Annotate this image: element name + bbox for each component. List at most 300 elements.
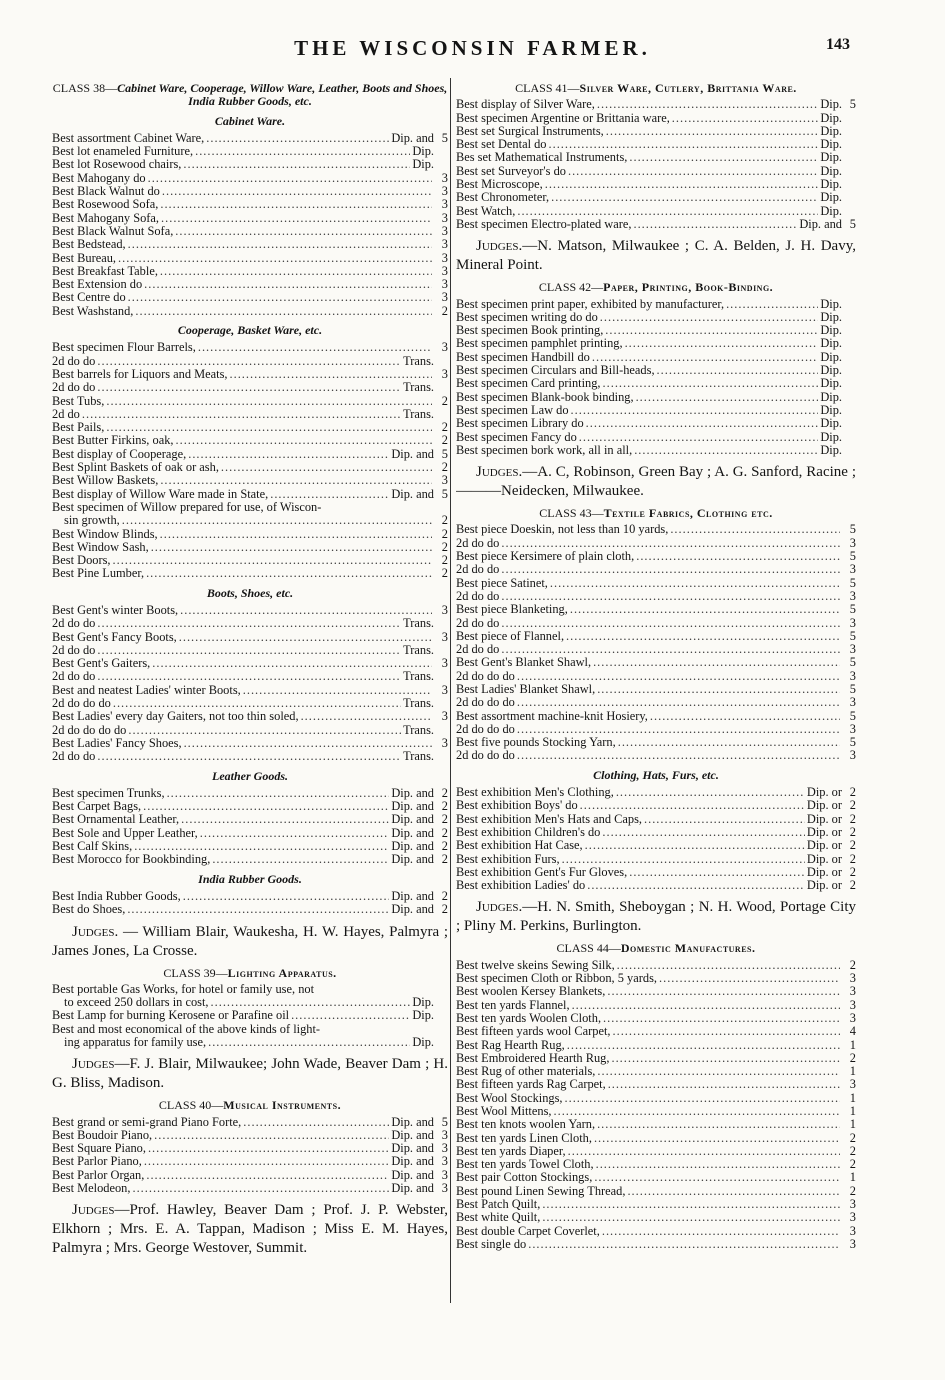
- premium-item: Best specimen writing do do: [456, 309, 598, 324]
- premium-item-continued: sin growth,: [64, 513, 120, 528]
- premium-item: 2d do do: [52, 642, 96, 657]
- premium-entry: [52, 1182, 448, 1195]
- class-heading: [456, 82, 856, 95]
- leader-dots: [128, 724, 401, 737]
- leader-dots: [613, 1025, 841, 1038]
- premium-entry: [52, 604, 448, 617]
- premium-amount: 2: [849, 1143, 856, 1158]
- premium-entry: [52, 434, 448, 447]
- premium-amount: 3: [441, 250, 448, 265]
- premium-entry: [456, 563, 856, 576]
- premium-entry: [52, 684, 448, 697]
- premium-item: Best woolen Kersey Blankets,: [456, 984, 606, 999]
- premium-entry: [52, 368, 448, 381]
- leader-dots: [585, 839, 805, 852]
- judges-names: —N. Matson, Milwaukee ; C. A. Belden, J. H. Davy, Mineral Point.: [456, 238, 856, 274]
- subsection-heading: India Rubber Goods.: [198, 871, 302, 886]
- award-type: Dip. and: [391, 1114, 434, 1129]
- premium-amount: 3: [849, 588, 856, 603]
- premium-entry: [52, 238, 448, 251]
- award-type: Dip. and: [391, 825, 434, 840]
- premium-item: Best Sole and Upper Leather,: [52, 825, 198, 840]
- award-type: Dip.: [412, 157, 434, 172]
- leader-dots: [501, 563, 840, 576]
- premium-item: Best piece Doeskin, not less than 10 yards,: [456, 522, 669, 537]
- premium-entry: [456, 710, 856, 723]
- class-number: CLASS 40—: [158, 1098, 224, 1113]
- award-type: Dip.: [412, 1035, 434, 1049]
- premium-item: Best fifteen yards Rag Carpet,: [456, 1077, 606, 1092]
- premium-item: Best Wool Stockings,: [456, 1090, 563, 1105]
- award-type: Dip. and: [799, 216, 842, 231]
- premium-amount: 3: [441, 210, 448, 225]
- premium-amount: 2: [441, 785, 448, 800]
- premium-item: Best five pounds Stocking Yarn,: [456, 735, 616, 750]
- class-heading: [52, 967, 448, 980]
- leader-dots: [545, 178, 819, 191]
- judges-label: Judges.: [476, 238, 523, 255]
- leader-dots: [97, 750, 401, 763]
- leader-dots: [517, 749, 840, 762]
- award-type: Dip. and: [391, 902, 434, 917]
- leader-dots: [106, 421, 432, 434]
- premium-entry: [456, 165, 856, 178]
- premium-entry: [456, 324, 856, 337]
- premium-amount: 5: [441, 446, 448, 461]
- premium-amount: 5: [849, 575, 856, 590]
- judges-names: — William Blair, Waukesha, H. W. Hayes, Palmyra ; James Jones, La Crosse.: [52, 923, 448, 959]
- premium-entry: [456, 656, 856, 669]
- premium-entry: [456, 523, 856, 536]
- award-type: Dip. and: [391, 1141, 434, 1156]
- award-type: Dip.: [820, 363, 842, 378]
- leader-dots: [517, 723, 840, 736]
- premium-entry: [456, 1211, 856, 1224]
- premium-amount: 3: [849, 984, 856, 999]
- award-type: Dip.: [820, 150, 842, 165]
- premium-amount: 2: [441, 460, 448, 475]
- premium-item: Best display of Willow Ware made in State,: [52, 486, 269, 501]
- premium-amount: 2: [849, 838, 856, 853]
- premium-entry: [52, 853, 448, 866]
- premium-item: Best Rosewood Sofa,: [52, 197, 159, 212]
- premium-entry: [52, 1009, 448, 1022]
- award-type: Dip.: [820, 402, 842, 417]
- premium-entry: [456, 377, 856, 390]
- premium-amount: 3: [849, 615, 856, 630]
- premium-amount: 2: [849, 957, 856, 972]
- leader-dots: [212, 853, 389, 866]
- premium-item: Best Splint Baskets of oak or ash,: [52, 460, 219, 475]
- premium-amount: 3: [441, 1141, 448, 1156]
- leader-dots: [568, 1145, 840, 1158]
- leader-dots: [183, 890, 390, 903]
- premium-amount: 1: [849, 1090, 856, 1105]
- premium-entry: [456, 1171, 856, 1184]
- premium-item: Best white Quilt,: [456, 1210, 541, 1225]
- award-type: Dip. or: [806, 878, 842, 893]
- class-title: Cabinet Ware, Cooperage, Willow Ware, Leather, Boots and Shoes, India Rubber Goods, etc.: [117, 81, 448, 109]
- premium-item: Best grand or semi-grand Piano Forte,: [52, 1114, 242, 1129]
- premium-amount: 3: [849, 535, 856, 550]
- award-type: Dip. and: [391, 1181, 434, 1196]
- judges-names: —Prof. Hawley, Beaver Dam ; Prof. J. P. Webster, Elkhorn ; Mrs. E. A. Tappan, Madison ; Miss E. M. Hayes, Palmyra ; Mrs. George Westover, Summit.: [52, 1202, 448, 1257]
- premium-entry: [52, 395, 448, 408]
- premium-entry: [52, 903, 448, 916]
- leader-dots: [501, 643, 840, 656]
- award-type: Dip.: [820, 110, 842, 125]
- premium-entry: [456, 1238, 856, 1251]
- leader-dots: [188, 448, 389, 461]
- class-title: Musical Instruments.: [223, 1098, 342, 1113]
- premium-entry: [456, 404, 856, 417]
- premium-item: Best pound Linen Sewing Thread,: [456, 1183, 626, 1198]
- premium-entry: [456, 590, 856, 603]
- award-type: Dip. or: [806, 785, 842, 800]
- leader-dots: [636, 391, 819, 404]
- premium-entry: [456, 1092, 856, 1105]
- premium-entry: [456, 670, 856, 683]
- premium-entry: [456, 205, 856, 218]
- premium-amount: 3: [441, 682, 448, 697]
- premium-entry: [456, 1118, 856, 1131]
- leader-dots: [291, 1009, 410, 1022]
- premium-entry: [456, 125, 856, 138]
- premium-item: Best Butter Firkins, oak,: [52, 433, 174, 448]
- leader-dots: [579, 431, 819, 444]
- premium-amount: 2: [441, 433, 448, 448]
- premium-entry: [52, 644, 448, 657]
- leader-dots: [82, 408, 401, 421]
- premium-item: Best Doors,: [52, 553, 111, 568]
- leader-dots: [97, 617, 401, 630]
- judges-names: —F. J. Blair, Milwaukee; John Wade, Beaver Dam ; H. G. Bliss, Madison.: [52, 1056, 448, 1092]
- premium-amount: 3: [441, 473, 448, 488]
- premium-item: Best set Surgical Instruments,: [456, 123, 604, 138]
- premium-entry: [456, 866, 856, 879]
- premium-item: 2d do do: [456, 562, 500, 577]
- premium-entry: [456, 298, 856, 311]
- premium-entry: [456, 364, 856, 377]
- premium-entry: [456, 1105, 856, 1118]
- premium-amount: 3: [849, 1077, 856, 1092]
- leader-dots: [593, 656, 840, 669]
- premium-entry: [52, 670, 448, 683]
- premium-item: Best exhibition Men's Clothing,: [456, 785, 614, 800]
- premium-amount: 3: [441, 184, 448, 199]
- premium-amount: 3: [441, 735, 448, 750]
- premium-entry: [456, 999, 856, 1012]
- premium-entry: [52, 710, 448, 723]
- premium-entry: [456, 1158, 856, 1171]
- leader-dots: [551, 191, 818, 204]
- premium-entry: [52, 697, 448, 710]
- leader-dots: [528, 1238, 840, 1251]
- page-title: THE WISCONSIN FARMER.: [294, 36, 651, 60]
- premium-item: Best assortment Cabinet Ware,: [52, 130, 205, 145]
- award-type: Dip.: [820, 203, 842, 218]
- premium-amount: 3: [849, 1010, 856, 1025]
- premium-amount: 2: [849, 824, 856, 839]
- premium-amount: 3: [441, 263, 448, 278]
- premium-amount: 3: [849, 642, 856, 657]
- leader-dots: [97, 670, 401, 683]
- subsection-heading: Cabinet Ware.: [214, 113, 286, 128]
- premium-entry: [456, 736, 856, 749]
- leader-dots: [636, 550, 840, 563]
- premium-entry: [456, 138, 856, 151]
- premium-item: Best ten yards Flannel,: [456, 997, 570, 1012]
- premium-item: Best specimen Card printing,: [456, 376, 601, 391]
- premium-item: Best piece Blanketing,: [456, 602, 568, 617]
- premium-amount: 2: [441, 526, 448, 541]
- premium-entry: [456, 444, 856, 457]
- premium-item: Best Window Blinds,: [52, 526, 158, 541]
- leader-dots: [152, 657, 432, 670]
- leader-dots: [144, 1155, 390, 1168]
- leader-dots: [657, 364, 819, 377]
- award-type: Dip.: [820, 137, 842, 152]
- leader-dots: [181, 813, 389, 826]
- premium-amount: 2: [441, 393, 448, 408]
- premium-amount: 1: [849, 1104, 856, 1118]
- premium-item: Best Chronometer,: [456, 190, 550, 205]
- premium-item: Best Washstand,: [52, 303, 134, 318]
- leader-dots: [128, 238, 432, 251]
- award-type: Dip.: [412, 995, 434, 1010]
- premium-amount: 5: [849, 655, 856, 670]
- award-type: Dip.: [820, 190, 842, 205]
- judges-paragraph: [52, 1201, 448, 1258]
- premium-amount: 2: [849, 785, 856, 800]
- award-type: Dip.: [412, 144, 434, 159]
- premium-entry: [456, 550, 856, 563]
- premium-amount: 1: [849, 1170, 856, 1185]
- award-type: Dip.: [412, 1008, 434, 1023]
- premium-item: Best exhibition Hat Case,: [456, 838, 583, 853]
- premium-entry: [456, 959, 856, 972]
- leader-dots: [565, 1092, 840, 1105]
- premium-amount: 5: [849, 216, 856, 231]
- premium-entry: [456, 749, 856, 762]
- leader-dots: [597, 683, 840, 696]
- right-column: [456, 80, 856, 1320]
- judges-paragraph: [456, 463, 856, 501]
- leader-dots: [571, 404, 819, 417]
- premium-item: Best and most economical of the above kinds of light-: [52, 1021, 321, 1036]
- leader-dots: [566, 630, 840, 643]
- premium-entry: [52, 225, 448, 238]
- class-number: CLASS 42—: [538, 280, 604, 295]
- subsection-heading: Boots, Shoes, etc.: [206, 585, 294, 600]
- class-number: CLASS 43—: [539, 506, 604, 521]
- premium-entry: [52, 355, 448, 368]
- premium-entry: [456, 1145, 856, 1158]
- award-type: Dip. and: [391, 888, 434, 903]
- leader-dots: [618, 736, 840, 749]
- premium-item: Best Ladies' every day Gaiters, not too thin soled,: [52, 709, 299, 724]
- premium-entry: [52, 631, 448, 644]
- premium-entry: [52, 827, 448, 840]
- premium-entry: [52, 1129, 448, 1142]
- premium-entry: [52, 145, 448, 158]
- award-type: Trans.: [403, 406, 434, 421]
- premium-item: 2d do do do: [456, 748, 515, 763]
- premium-item: Best fifteen yards wool Carpet,: [456, 1024, 611, 1039]
- leader-dots: [605, 324, 818, 337]
- premium-item: Best Breakfast Table,: [52, 263, 158, 278]
- leader-dots: [162, 185, 432, 198]
- premium-entry: [52, 567, 448, 580]
- premium-item: Best Wool Mittens,: [456, 1104, 552, 1118]
- premium-amount: 5: [441, 1114, 448, 1129]
- premium-item: Best set Surveyor's do: [456, 163, 566, 178]
- premium-item: Best display of Cooperage,: [52, 446, 187, 461]
- premium-entry: [52, 278, 448, 291]
- premium-amount: 3: [849, 1223, 856, 1238]
- award-type: Dip. and: [391, 852, 434, 867]
- premium-item: Best Gent's Gaiters,: [52, 656, 151, 671]
- premium-amount: 1: [849, 1064, 856, 1079]
- award-type: Trans.: [403, 722, 434, 737]
- premium-entry: [52, 1142, 448, 1155]
- premium-item: 2d do do do do: [52, 722, 127, 737]
- premium-item: Best assortment machine-knit Hosiery,: [456, 708, 648, 723]
- premium-item: Best ten yards Woolen Cloth,: [456, 1010, 602, 1025]
- premium-item-continued: to exceed 250 dollars in cost,: [64, 995, 209, 1010]
- leader-dots: [572, 999, 840, 1012]
- premium-entry: [456, 151, 856, 164]
- premium-item: Best exhibition Children's do: [456, 824, 601, 839]
- premium-entry-line: [52, 501, 448, 514]
- leader-dots: [596, 1158, 840, 1171]
- premium-entry: [456, 431, 856, 444]
- leader-dots: [616, 786, 805, 799]
- premium-entry: [456, 1065, 856, 1078]
- judges-paragraph: [52, 1055, 448, 1093]
- leader-dots: [617, 959, 840, 972]
- premium-amount: 2: [441, 852, 448, 867]
- premium-item: Best Mahogany do: [52, 170, 146, 185]
- judges-paragraph: [52, 923, 448, 961]
- premium-entry: [456, 696, 856, 709]
- premium-entry: [456, 218, 856, 231]
- class-heading: [456, 281, 856, 294]
- leader-dots: [562, 853, 805, 866]
- premium-entry: [52, 265, 448, 278]
- premium-amount: 5: [849, 708, 856, 723]
- premium-entry: [456, 1132, 856, 1145]
- class-number: CLASS 38—: [52, 81, 118, 95]
- leader-dots: [600, 311, 819, 324]
- premium-amount: 3: [849, 997, 856, 1012]
- leader-dots: [160, 528, 432, 541]
- premium-item: Best Pine Lumber,: [52, 566, 145, 581]
- judges-paragraph: [456, 898, 856, 936]
- premium-item: Best ten yards Diaper,: [456, 1143, 566, 1158]
- class-title: Lighting Apparatus.: [227, 965, 337, 980]
- subsection-heading: Leather Goods.: [212, 768, 288, 783]
- premium-amount: 3: [441, 277, 448, 292]
- premium-item: Best Rag Hearth Rug,: [456, 1037, 565, 1052]
- judges-label: Judges.: [476, 464, 523, 481]
- premium-item: Best Pails,: [52, 420, 105, 435]
- premium-amount: 2: [849, 1050, 856, 1065]
- premium-amount: 2: [849, 878, 856, 893]
- premium-entry: [52, 617, 448, 630]
- leader-dots: [208, 1036, 410, 1049]
- award-type: Dip.: [820, 309, 842, 324]
- premium-item: Best Watch,: [456, 203, 516, 218]
- judges-label: Judges.: [72, 923, 119, 940]
- premium-item: 2d do do: [52, 380, 96, 395]
- award-type: Dip.: [820, 416, 842, 431]
- leader-dots: [602, 826, 805, 839]
- premium-item: Best Rug of other materials,: [456, 1064, 596, 1079]
- premium-item: Best twelve skeins Sewing Silk,: [456, 957, 615, 972]
- premium-item: Best piece Kersimere of plain cloth,: [456, 549, 635, 564]
- leader-dots: [301, 710, 432, 723]
- premium-amount: 3: [441, 237, 448, 252]
- premium-item: Best lot Rosewood chairs,: [52, 157, 182, 172]
- award-type: Trans.: [403, 353, 434, 368]
- premium-item: Best specimen Law do: [456, 402, 569, 417]
- premium-item: Best Square Piano,: [52, 1141, 146, 1156]
- premium-amount: 3: [441, 1167, 448, 1182]
- leader-dots: [608, 1078, 840, 1091]
- award-type: Dip.: [820, 123, 842, 138]
- premium-entry: [52, 381, 448, 394]
- award-type: Dip. and: [391, 486, 434, 501]
- leader-dots: [221, 461, 432, 474]
- premium-amount: 3: [849, 668, 856, 683]
- premium-entry: [456, 351, 856, 364]
- premium-item: Best Melodeon,: [52, 1181, 131, 1196]
- premium-amount: 2: [441, 553, 448, 568]
- premium-amount: 2: [849, 811, 856, 826]
- premium-amount: 3: [441, 366, 448, 381]
- premium-item: Best Embroidered Hearth Rug,: [456, 1050, 610, 1065]
- award-type: Dip. and: [391, 812, 434, 827]
- premium-entry: [52, 840, 448, 853]
- leader-dots: [97, 355, 401, 368]
- premium-item: 2d do do: [456, 615, 500, 630]
- class-title: Silver Ware, Cutlery, Brittania Ware.: [579, 81, 797, 95]
- premium-item: Best specimen bork work, all in all,: [456, 442, 633, 457]
- leader-dots: [167, 787, 390, 800]
- premium-item: Best Gent's winter Boots,: [52, 602, 179, 617]
- leader-dots: [160, 198, 432, 211]
- premium-entry: [52, 488, 448, 501]
- premium-entry: [456, 786, 856, 799]
- premium-item: Best ten knots woolen Yarn,: [456, 1117, 596, 1132]
- premium-entry: [52, 890, 448, 903]
- premium-item: Best Black Walnut Sofa,: [52, 223, 174, 238]
- premium-item: Best Calf Skins,: [52, 839, 133, 854]
- premium-amount: 3: [441, 709, 448, 724]
- premium-entry: [456, 799, 856, 812]
- premium-amount: 2: [441, 513, 448, 528]
- award-type: Trans.: [403, 749, 434, 764]
- leader-dots: [625, 337, 819, 350]
- leader-dots: [160, 265, 432, 278]
- premium-entry: [52, 408, 448, 421]
- premium-amount: 3: [441, 656, 448, 671]
- premium-amount: 2: [441, 566, 448, 581]
- premium-entry-line: [52, 983, 448, 996]
- judges-label: Judges: [72, 1202, 115, 1219]
- premium-entry: [456, 178, 856, 191]
